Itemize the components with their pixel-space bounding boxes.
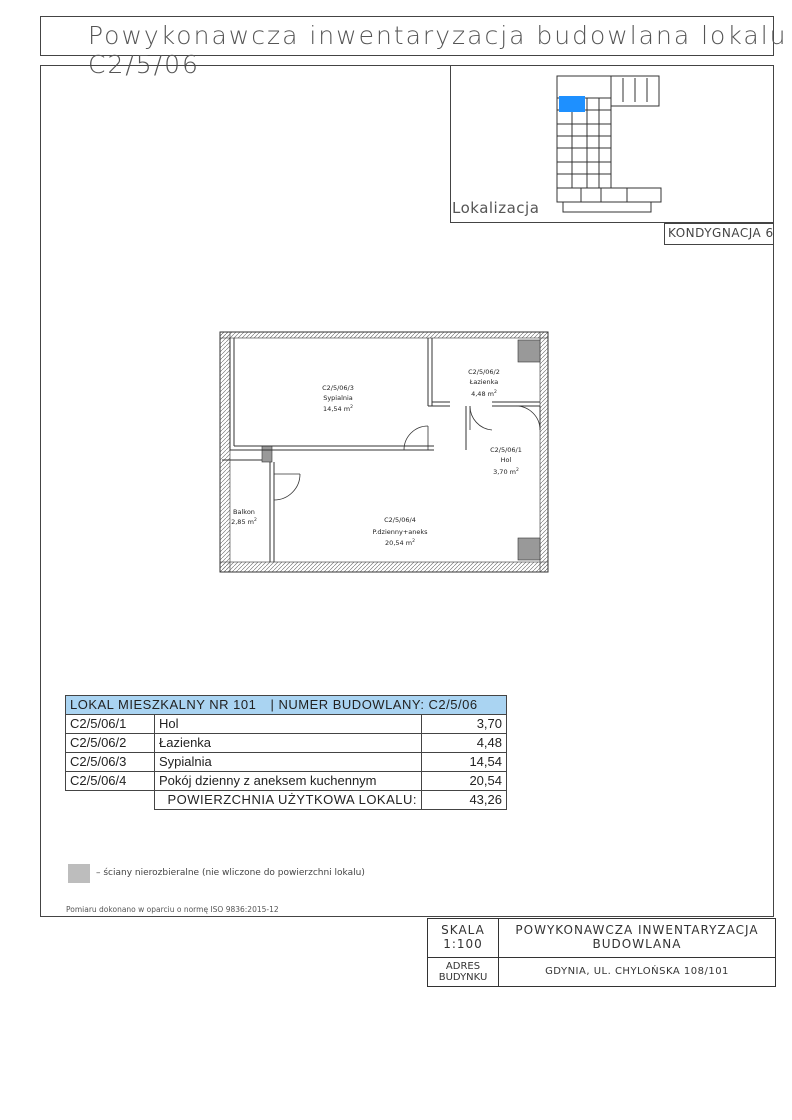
row-area: 3,70 (422, 715, 507, 734)
floor-label: KONDYGNACJA 6 (668, 226, 774, 240)
total-label: POWIERZCHNIA UŻYTKOWA LOKALU: (155, 791, 422, 810)
room-code-2: C2/5/06/2 (468, 368, 500, 376)
total-row (66, 791, 507, 810)
address-label-1: ADRES (445, 960, 481, 972)
scale-value: 1:100 (443, 937, 483, 951)
address-value: GDYNIA, UL. CHYLOŃSKA 108/101 (499, 958, 776, 987)
schedule-header (66, 696, 507, 715)
room-code-3: C2/5/06/3 (322, 384, 354, 392)
room-area-4: 20,54 $m^2$ (385, 539, 415, 547)
table-row (66, 734, 507, 753)
row-name: Łazienka (155, 734, 422, 753)
row-area: 20,54 (422, 772, 507, 791)
drawing-title-cell (499, 919, 776, 958)
room-code-4: C2/5/06/4 (384, 516, 416, 524)
balcony-area: 2,85 $m^2$ (231, 518, 257, 526)
drawing-title-line1: POWYKONAWCZA INWENTARYZACJA (515, 923, 759, 938)
table-row (66, 753, 507, 772)
wall-legend-swatch (68, 864, 90, 883)
title-block (427, 918, 776, 987)
room-labels (231, 368, 522, 547)
row-name: Hol (155, 715, 422, 734)
drawing-title-line2: BUDOWLANA (592, 937, 682, 951)
row-name: Pokój dzienny z aneksem kuchennym (155, 772, 422, 791)
room-name-2: Łazienka (469, 378, 499, 386)
floor-plan (214, 330, 550, 574)
schedule-header-row (66, 696, 507, 715)
room-area-3: 14,54 $m^2$ (323, 405, 353, 413)
page-title: Powykonawcza inwentaryzacja budowlana lokalu C2/5/06 (88, 21, 788, 79)
scale-cell (428, 919, 499, 958)
address-label-2: BUDYNKU (438, 972, 488, 983)
schedule-header-right: | NUMER BUDOWLANY: C2/5/06 (270, 697, 478, 712)
room-area-1: 3,70 $m^2$ (493, 468, 519, 476)
measurement-norm-note: Pomiaru dokonano w oparciu o normę ISO 9836:2015-12 (66, 905, 279, 914)
address-label-cell (428, 958, 499, 987)
wall-legend-text: – ściany nierozbieralne (nie wliczone do powierzchni lokalu) (96, 868, 365, 878)
scale-label: SKALA (441, 923, 485, 938)
room-area-2: 4,48 $m^2$ (471, 390, 497, 398)
schedule-header-left: LOKAL MIESZKALNY NR 101 (70, 697, 257, 712)
row-name: Sypialnia (155, 753, 422, 772)
table-row (66, 772, 507, 791)
table-row (66, 715, 507, 734)
row-code: C2/5/06/4 (66, 772, 155, 791)
room-name-4: P.dzienny+aneks (372, 528, 428, 536)
row-area: 14,54 (422, 753, 507, 772)
row-area: 4,48 (422, 734, 507, 753)
room-name-1: Hol (500, 456, 512, 464)
room-code-1: C2/5/06/1 (490, 446, 522, 454)
row-code: C2/5/06/3 (66, 753, 155, 772)
row-code: C2/5/06/1 (66, 715, 155, 734)
location-label: Lokalizacja (452, 199, 540, 217)
room-name-3: Sypialnia (323, 394, 353, 402)
area-schedule-table (65, 695, 507, 810)
total-value: 43,26 (422, 791, 507, 810)
balcony-name: Balkon (233, 508, 255, 516)
row-code: C2/5/06/2 (66, 734, 155, 753)
